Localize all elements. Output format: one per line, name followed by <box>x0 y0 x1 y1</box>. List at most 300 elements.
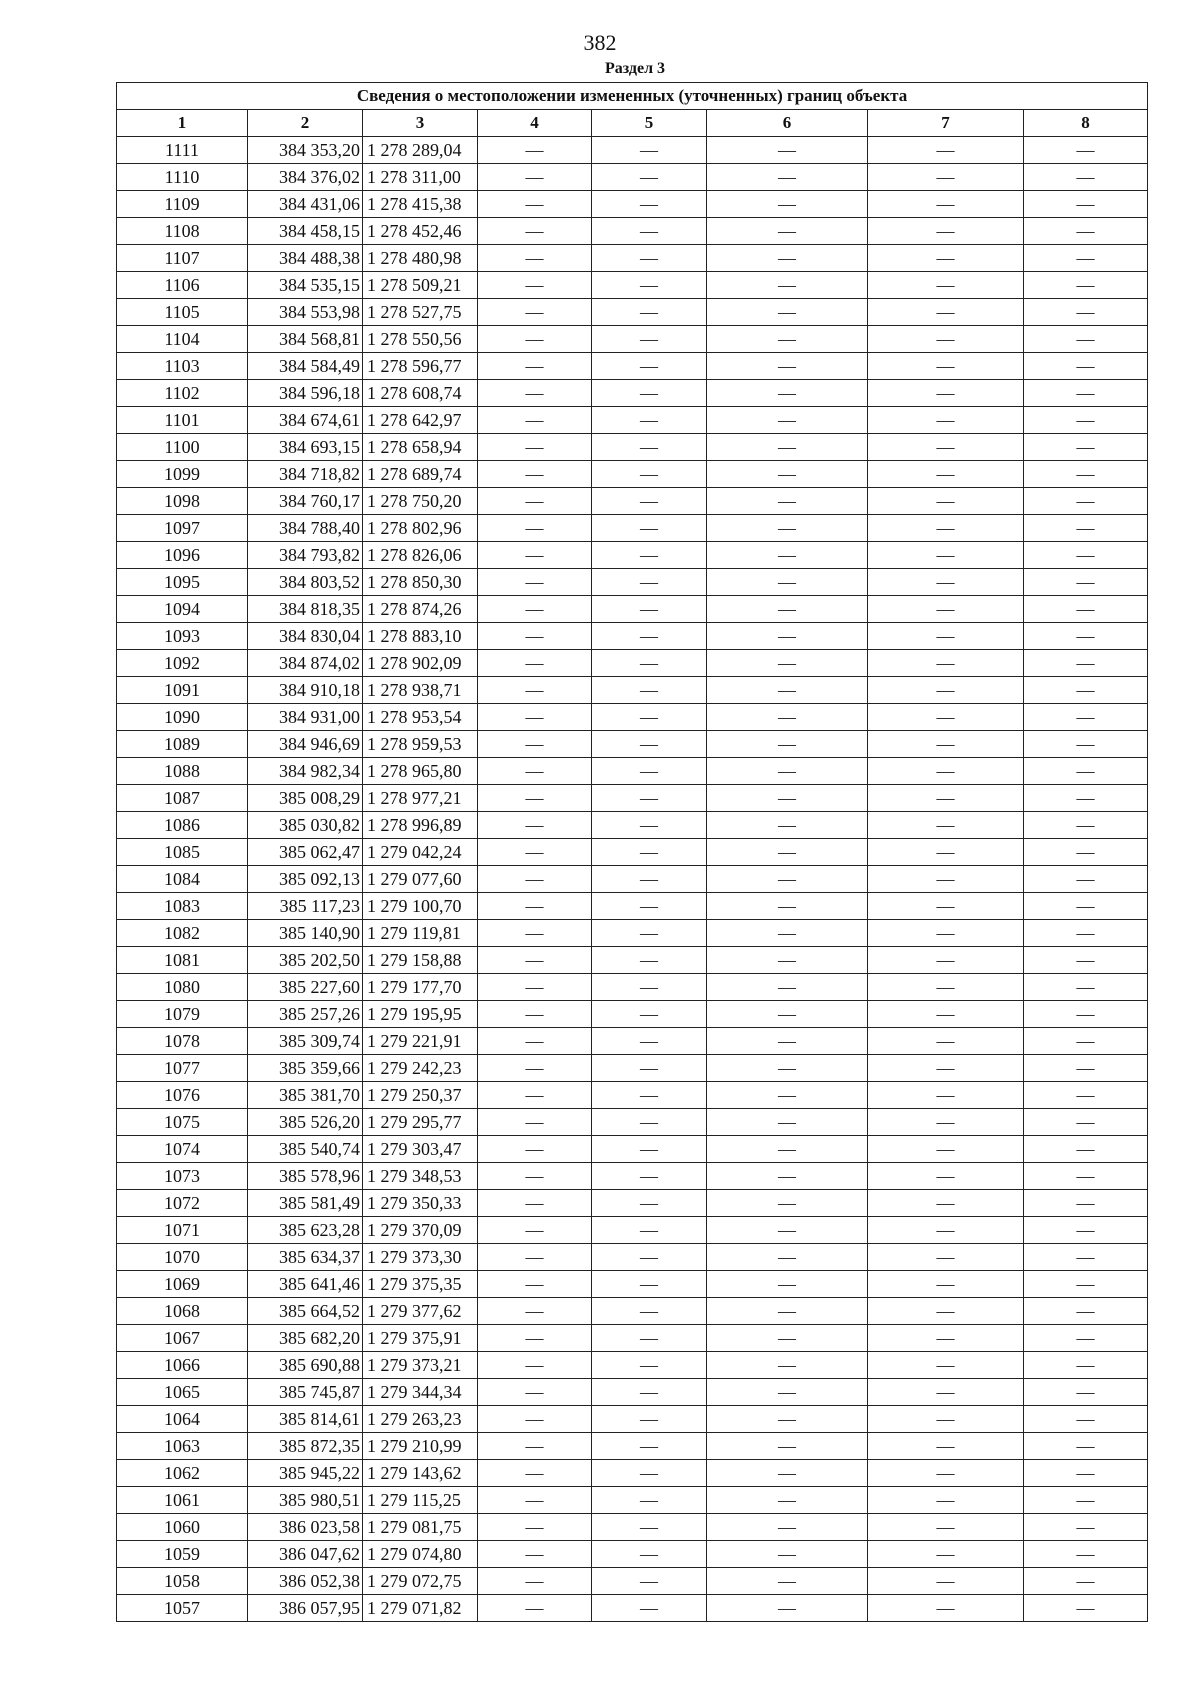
empty-mark-cell: — <box>592 974 707 1001</box>
empty-mark-cell: — <box>868 1325 1024 1352</box>
empty-mark-cell: — <box>478 1514 592 1541</box>
empty-mark-cell: — <box>707 785 868 812</box>
empty-mark-cell: — <box>478 920 592 947</box>
empty-mark-cell: — <box>592 515 707 542</box>
y-coordinate-cell: 1 279 177,70 <box>363 974 478 1001</box>
point-number-cell: 1095 <box>117 569 248 596</box>
table-row <box>117 596 1148 623</box>
y-coordinate-cell: 1 279 158,88 <box>363 947 478 974</box>
y-coordinate-cell: 1 278 953,54 <box>363 704 478 731</box>
empty-mark-cell: — <box>707 1136 868 1163</box>
x-coordinate-cell: 386 047,62 <box>248 1541 363 1568</box>
empty-mark-cell: — <box>707 1190 868 1217</box>
point-number-cell: 1091 <box>117 677 248 704</box>
empty-mark-cell: — <box>592 947 707 974</box>
point-number-cell: 1069 <box>117 1271 248 1298</box>
empty-mark-cell: — <box>707 1568 868 1595</box>
point-number-cell: 1078 <box>117 1028 248 1055</box>
y-coordinate-cell: 1 278 826,06 <box>363 542 478 569</box>
y-coordinate-cell: 1 278 550,56 <box>363 326 478 353</box>
table-row <box>117 1595 1148 1622</box>
point-number-cell: 1067 <box>117 1325 248 1352</box>
empty-mark-cell: — <box>707 677 868 704</box>
empty-mark-cell: — <box>868 461 1024 488</box>
point-number-cell: 1072 <box>117 1190 248 1217</box>
empty-mark-cell: — <box>1024 920 1148 947</box>
empty-mark-cell: — <box>592 1217 707 1244</box>
empty-mark-cell: — <box>707 137 868 164</box>
empty-mark-cell: — <box>1024 1325 1148 1352</box>
empty-mark-cell: — <box>707 1433 868 1460</box>
y-coordinate-cell: 1 279 350,33 <box>363 1190 478 1217</box>
table-row <box>117 839 1148 866</box>
coordinates-table <box>116 82 1148 1622</box>
y-coordinate-cell: 1 278 658,94 <box>363 434 478 461</box>
x-coordinate-cell: 384 693,15 <box>248 434 363 461</box>
table-row <box>117 1082 1148 1109</box>
empty-mark-cell: — <box>592 1379 707 1406</box>
y-coordinate-cell: 1 279 370,09 <box>363 1217 478 1244</box>
empty-mark-cell: — <box>592 1244 707 1271</box>
table-row <box>117 245 1148 272</box>
empty-mark-cell: — <box>868 1379 1024 1406</box>
column-header: 8 <box>1024 110 1148 137</box>
empty-mark-cell: — <box>868 1136 1024 1163</box>
empty-mark-cell: — <box>478 1136 592 1163</box>
table-row <box>117 1487 1148 1514</box>
y-coordinate-cell: 1 278 527,75 <box>363 299 478 326</box>
point-number-cell: 1074 <box>117 1136 248 1163</box>
x-coordinate-cell: 384 584,49 <box>248 353 363 380</box>
empty-mark-cell: — <box>1024 1352 1148 1379</box>
empty-mark-cell: — <box>707 407 868 434</box>
empty-mark-cell: — <box>1024 785 1148 812</box>
empty-mark-cell: — <box>478 1055 592 1082</box>
empty-mark-cell: — <box>868 1298 1024 1325</box>
y-coordinate-cell: 1 278 596,77 <box>363 353 478 380</box>
x-coordinate-cell: 385 030,82 <box>248 812 363 839</box>
empty-mark-cell: — <box>707 299 868 326</box>
empty-mark-cell: — <box>592 1514 707 1541</box>
empty-mark-cell: — <box>592 380 707 407</box>
y-coordinate-cell: 1 278 642,97 <box>363 407 478 434</box>
empty-mark-cell: — <box>707 1487 868 1514</box>
empty-mark-cell: — <box>478 407 592 434</box>
empty-mark-cell: — <box>478 299 592 326</box>
x-coordinate-cell: 384 760,17 <box>248 488 363 515</box>
empty-mark-cell: — <box>592 1028 707 1055</box>
empty-mark-cell: — <box>868 1514 1024 1541</box>
empty-mark-cell: — <box>868 488 1024 515</box>
empty-mark-cell: — <box>707 1541 868 1568</box>
x-coordinate-cell: 385 381,70 <box>248 1082 363 1109</box>
empty-mark-cell: — <box>868 515 1024 542</box>
empty-mark-cell: — <box>478 1271 592 1298</box>
empty-mark-cell: — <box>478 434 592 461</box>
empty-mark-cell: — <box>868 1244 1024 1271</box>
empty-mark-cell: — <box>1024 299 1148 326</box>
table-row <box>117 569 1148 596</box>
empty-mark-cell: — <box>1024 1379 1148 1406</box>
empty-mark-cell: — <box>478 1298 592 1325</box>
empty-mark-cell: — <box>707 1595 868 1622</box>
point-number-cell: 1105 <box>117 299 248 326</box>
empty-mark-cell: — <box>707 839 868 866</box>
empty-mark-cell: — <box>1024 677 1148 704</box>
empty-mark-cell: — <box>478 677 592 704</box>
x-coordinate-cell: 384 488,38 <box>248 245 363 272</box>
empty-mark-cell: — <box>1024 1271 1148 1298</box>
y-coordinate-cell: 1 279 375,91 <box>363 1325 478 1352</box>
empty-mark-cell: — <box>707 1460 868 1487</box>
x-coordinate-cell: 385 140,90 <box>248 920 363 947</box>
empty-mark-cell: — <box>592 434 707 461</box>
empty-mark-cell: — <box>707 650 868 677</box>
empty-mark-cell: — <box>478 1325 592 1352</box>
point-number-cell: 1111 <box>117 137 248 164</box>
empty-mark-cell: — <box>478 380 592 407</box>
empty-mark-cell: — <box>1024 569 1148 596</box>
point-number-cell: 1084 <box>117 866 248 893</box>
empty-mark-cell: — <box>1024 407 1148 434</box>
empty-mark-cell: — <box>868 1217 1024 1244</box>
table-row <box>117 272 1148 299</box>
x-coordinate-cell: 385 309,74 <box>248 1028 363 1055</box>
empty-mark-cell: — <box>707 1055 868 1082</box>
table-row <box>117 866 1148 893</box>
empty-mark-cell: — <box>868 164 1024 191</box>
table-row <box>117 650 1148 677</box>
column-header: 2 <box>248 110 363 137</box>
table-row <box>117 353 1148 380</box>
empty-mark-cell: — <box>707 974 868 1001</box>
point-number-cell: 1081 <box>117 947 248 974</box>
empty-mark-cell: — <box>478 785 592 812</box>
empty-mark-cell: — <box>592 569 707 596</box>
empty-mark-cell: — <box>592 1001 707 1028</box>
point-number-cell: 1080 <box>117 974 248 1001</box>
empty-mark-cell: — <box>478 623 592 650</box>
empty-mark-cell: — <box>1024 218 1148 245</box>
x-coordinate-cell: 384 788,40 <box>248 515 363 542</box>
x-coordinate-cell: 384 874,02 <box>248 650 363 677</box>
empty-mark-cell: — <box>1024 1028 1148 1055</box>
x-coordinate-cell: 385 359,66 <box>248 1055 363 1082</box>
point-number-cell: 1066 <box>117 1352 248 1379</box>
empty-mark-cell: — <box>868 1001 1024 1028</box>
empty-mark-cell: — <box>1024 1001 1148 1028</box>
empty-mark-cell: — <box>478 326 592 353</box>
empty-mark-cell: — <box>592 1541 707 1568</box>
x-coordinate-cell: 384 803,52 <box>248 569 363 596</box>
y-coordinate-cell: 1 279 250,37 <box>363 1082 478 1109</box>
point-number-cell: 1076 <box>117 1082 248 1109</box>
empty-mark-cell: — <box>478 1190 592 1217</box>
empty-mark-cell: — <box>1024 893 1148 920</box>
point-number-cell: 1079 <box>117 1001 248 1028</box>
y-coordinate-cell: 1 279 115,25 <box>363 1487 478 1514</box>
x-coordinate-cell: 385 540,74 <box>248 1136 363 1163</box>
y-coordinate-cell: 1 279 077,60 <box>363 866 478 893</box>
empty-mark-cell: — <box>1024 1163 1148 1190</box>
column-header: 7 <box>868 110 1024 137</box>
point-number-cell: 1071 <box>117 1217 248 1244</box>
empty-mark-cell: — <box>592 1163 707 1190</box>
y-coordinate-cell: 1 278 850,30 <box>363 569 478 596</box>
table-row <box>117 677 1148 704</box>
empty-mark-cell: — <box>707 461 868 488</box>
point-number-cell: 1058 <box>117 1568 248 1595</box>
empty-mark-cell: — <box>592 191 707 218</box>
empty-mark-cell: — <box>1024 650 1148 677</box>
table-row <box>117 1568 1148 1595</box>
table-row <box>117 974 1148 1001</box>
empty-mark-cell: — <box>478 542 592 569</box>
empty-mark-cell: — <box>707 731 868 758</box>
empty-mark-cell: — <box>592 650 707 677</box>
empty-mark-cell: — <box>1024 461 1148 488</box>
x-coordinate-cell: 384 910,18 <box>248 677 363 704</box>
x-coordinate-cell: 385 690,88 <box>248 1352 363 1379</box>
empty-mark-cell: — <box>478 1541 592 1568</box>
table-caption: Сведения о местоположении измененных (уточненных) границ объекта <box>117 83 1148 110</box>
point-number-cell: 1109 <box>117 191 248 218</box>
empty-mark-cell: — <box>1024 488 1148 515</box>
column-header: 6 <box>707 110 868 137</box>
table-row <box>117 893 1148 920</box>
point-number-cell: 1075 <box>117 1109 248 1136</box>
empty-mark-cell: — <box>592 866 707 893</box>
x-coordinate-cell: 385 872,35 <box>248 1433 363 1460</box>
empty-mark-cell: — <box>868 353 1024 380</box>
empty-mark-cell: — <box>592 1487 707 1514</box>
x-coordinate-cell: 385 814,61 <box>248 1406 363 1433</box>
table-row <box>117 191 1148 218</box>
table-row <box>117 1379 1148 1406</box>
y-coordinate-cell: 1 278 608,74 <box>363 380 478 407</box>
y-coordinate-cell: 1 279 143,62 <box>363 1460 478 1487</box>
empty-mark-cell: — <box>592 1352 707 1379</box>
empty-mark-cell: — <box>868 1352 1024 1379</box>
empty-mark-cell: — <box>592 1082 707 1109</box>
empty-mark-cell: — <box>707 1298 868 1325</box>
empty-mark-cell: — <box>868 326 1024 353</box>
y-coordinate-cell: 1 279 242,23 <box>363 1055 478 1082</box>
point-number-cell: 1065 <box>117 1379 248 1406</box>
empty-mark-cell: — <box>707 1109 868 1136</box>
table-row <box>117 1541 1148 1568</box>
empty-mark-cell: — <box>592 1325 707 1352</box>
empty-mark-cell: — <box>868 299 1024 326</box>
empty-mark-cell: — <box>868 542 1024 569</box>
empty-mark-cell: — <box>478 812 592 839</box>
empty-mark-cell: — <box>868 1487 1024 1514</box>
empty-mark-cell: — <box>478 731 592 758</box>
point-number-cell: 1094 <box>117 596 248 623</box>
empty-mark-cell: — <box>478 218 592 245</box>
x-coordinate-cell: 384 818,35 <box>248 596 363 623</box>
empty-mark-cell: — <box>1024 245 1148 272</box>
x-coordinate-cell: 385 257,26 <box>248 1001 363 1028</box>
empty-mark-cell: — <box>707 272 868 299</box>
empty-mark-cell: — <box>1024 353 1148 380</box>
empty-mark-cell: — <box>868 866 1024 893</box>
empty-mark-cell: — <box>478 1433 592 1460</box>
empty-mark-cell: — <box>592 812 707 839</box>
table-row <box>117 758 1148 785</box>
empty-mark-cell: — <box>868 1406 1024 1433</box>
x-coordinate-cell: 384 946,69 <box>248 731 363 758</box>
y-coordinate-cell: 1 278 959,53 <box>363 731 478 758</box>
empty-mark-cell: — <box>478 515 592 542</box>
empty-mark-cell: — <box>478 758 592 785</box>
point-number-cell: 1059 <box>117 1541 248 1568</box>
empty-mark-cell: — <box>868 812 1024 839</box>
empty-mark-cell: — <box>707 1217 868 1244</box>
y-coordinate-cell: 1 279 377,62 <box>363 1298 478 1325</box>
empty-mark-cell: — <box>592 704 707 731</box>
table-row <box>117 299 1148 326</box>
empty-mark-cell: — <box>1024 1190 1148 1217</box>
empty-mark-cell: — <box>1024 1568 1148 1595</box>
empty-mark-cell: — <box>592 596 707 623</box>
x-coordinate-cell: 385 980,51 <box>248 1487 363 1514</box>
y-coordinate-cell: 1 278 902,09 <box>363 650 478 677</box>
point-number-cell: 1108 <box>117 218 248 245</box>
table-row <box>117 1244 1148 1271</box>
table-row <box>117 1217 1148 1244</box>
point-number-cell: 1097 <box>117 515 248 542</box>
point-number-cell: 1063 <box>117 1433 248 1460</box>
empty-mark-cell: — <box>1024 1055 1148 1082</box>
empty-mark-cell: — <box>868 893 1024 920</box>
empty-mark-cell: — <box>478 569 592 596</box>
column-header: 3 <box>363 110 478 137</box>
empty-mark-cell: — <box>868 1190 1024 1217</box>
empty-mark-cell: — <box>592 1568 707 1595</box>
empty-mark-cell: — <box>707 1163 868 1190</box>
empty-mark-cell: — <box>592 623 707 650</box>
x-coordinate-cell: 386 057,95 <box>248 1595 363 1622</box>
x-coordinate-cell: 385 092,13 <box>248 866 363 893</box>
table-row <box>117 380 1148 407</box>
empty-mark-cell: — <box>478 947 592 974</box>
empty-mark-cell: — <box>868 731 1024 758</box>
empty-mark-cell: — <box>1024 1514 1148 1541</box>
y-coordinate-cell: 1 279 373,30 <box>363 1244 478 1271</box>
empty-mark-cell: — <box>868 623 1024 650</box>
empty-mark-cell: — <box>868 191 1024 218</box>
empty-mark-cell: — <box>592 1271 707 1298</box>
empty-mark-cell: — <box>592 461 707 488</box>
empty-mark-cell: — <box>707 515 868 542</box>
empty-mark-cell: — <box>592 218 707 245</box>
point-number-cell: 1057 <box>117 1595 248 1622</box>
y-coordinate-cell: 1 279 295,77 <box>363 1109 478 1136</box>
x-coordinate-cell: 385 945,22 <box>248 1460 363 1487</box>
empty-mark-cell: — <box>707 245 868 272</box>
empty-mark-cell: — <box>478 596 592 623</box>
point-number-cell: 1073 <box>117 1163 248 1190</box>
empty-mark-cell: — <box>868 1541 1024 1568</box>
empty-mark-cell: — <box>707 1406 868 1433</box>
y-coordinate-cell: 1 278 938,71 <box>363 677 478 704</box>
empty-mark-cell: — <box>592 731 707 758</box>
empty-mark-cell: — <box>592 785 707 812</box>
empty-mark-cell: — <box>868 650 1024 677</box>
empty-mark-cell: — <box>478 488 592 515</box>
empty-mark-cell: — <box>1024 839 1148 866</box>
empty-mark-cell: — <box>1024 1244 1148 1271</box>
empty-mark-cell: — <box>478 1568 592 1595</box>
empty-mark-cell: — <box>478 1487 592 1514</box>
x-coordinate-cell: 384 458,15 <box>248 218 363 245</box>
empty-mark-cell: — <box>707 866 868 893</box>
table-row <box>117 947 1148 974</box>
y-coordinate-cell: 1 278 452,46 <box>363 218 478 245</box>
empty-mark-cell: — <box>1024 1136 1148 1163</box>
point-number-cell: 1093 <box>117 623 248 650</box>
table-row <box>117 542 1148 569</box>
empty-mark-cell: — <box>707 488 868 515</box>
empty-mark-cell: — <box>592 353 707 380</box>
y-coordinate-cell: 1 278 480,98 <box>363 245 478 272</box>
empty-mark-cell: — <box>592 407 707 434</box>
empty-mark-cell: — <box>707 1001 868 1028</box>
table-row <box>117 164 1148 191</box>
empty-mark-cell: — <box>478 704 592 731</box>
empty-mark-cell: — <box>1024 515 1148 542</box>
table-row <box>117 1298 1148 1325</box>
point-number-cell: 1101 <box>117 407 248 434</box>
empty-mark-cell: — <box>1024 1298 1148 1325</box>
empty-mark-cell: — <box>592 920 707 947</box>
empty-mark-cell: — <box>478 974 592 1001</box>
table-row <box>117 731 1148 758</box>
x-coordinate-cell: 384 674,61 <box>248 407 363 434</box>
empty-mark-cell: — <box>592 245 707 272</box>
table-row <box>117 1163 1148 1190</box>
empty-mark-cell: — <box>868 1109 1024 1136</box>
empty-mark-cell: — <box>868 1082 1024 1109</box>
empty-mark-cell: — <box>478 1028 592 1055</box>
y-coordinate-cell: 1 278 874,26 <box>363 596 478 623</box>
point-number-cell: 1106 <box>117 272 248 299</box>
table-body <box>117 137 1148 1622</box>
empty-mark-cell: — <box>868 839 1024 866</box>
empty-mark-cell: — <box>478 650 592 677</box>
x-coordinate-cell: 384 568,81 <box>248 326 363 353</box>
empty-mark-cell: — <box>592 839 707 866</box>
empty-mark-cell: — <box>1024 326 1148 353</box>
x-coordinate-cell: 385 202,50 <box>248 947 363 974</box>
empty-mark-cell: — <box>592 272 707 299</box>
point-number-cell: 1083 <box>117 893 248 920</box>
table-row <box>117 434 1148 461</box>
empty-mark-cell: — <box>478 137 592 164</box>
empty-mark-cell: — <box>592 893 707 920</box>
empty-mark-cell: — <box>1024 1109 1148 1136</box>
point-number-cell: 1090 <box>117 704 248 731</box>
empty-mark-cell: — <box>478 191 592 218</box>
y-coordinate-cell: 1 278 415,38 <box>363 191 478 218</box>
page-number: 382 <box>583 30 617 55</box>
empty-mark-cell: — <box>592 1595 707 1622</box>
x-coordinate-cell: 385 008,29 <box>248 785 363 812</box>
table-row <box>117 218 1148 245</box>
empty-mark-cell: — <box>478 461 592 488</box>
empty-mark-cell: — <box>592 758 707 785</box>
